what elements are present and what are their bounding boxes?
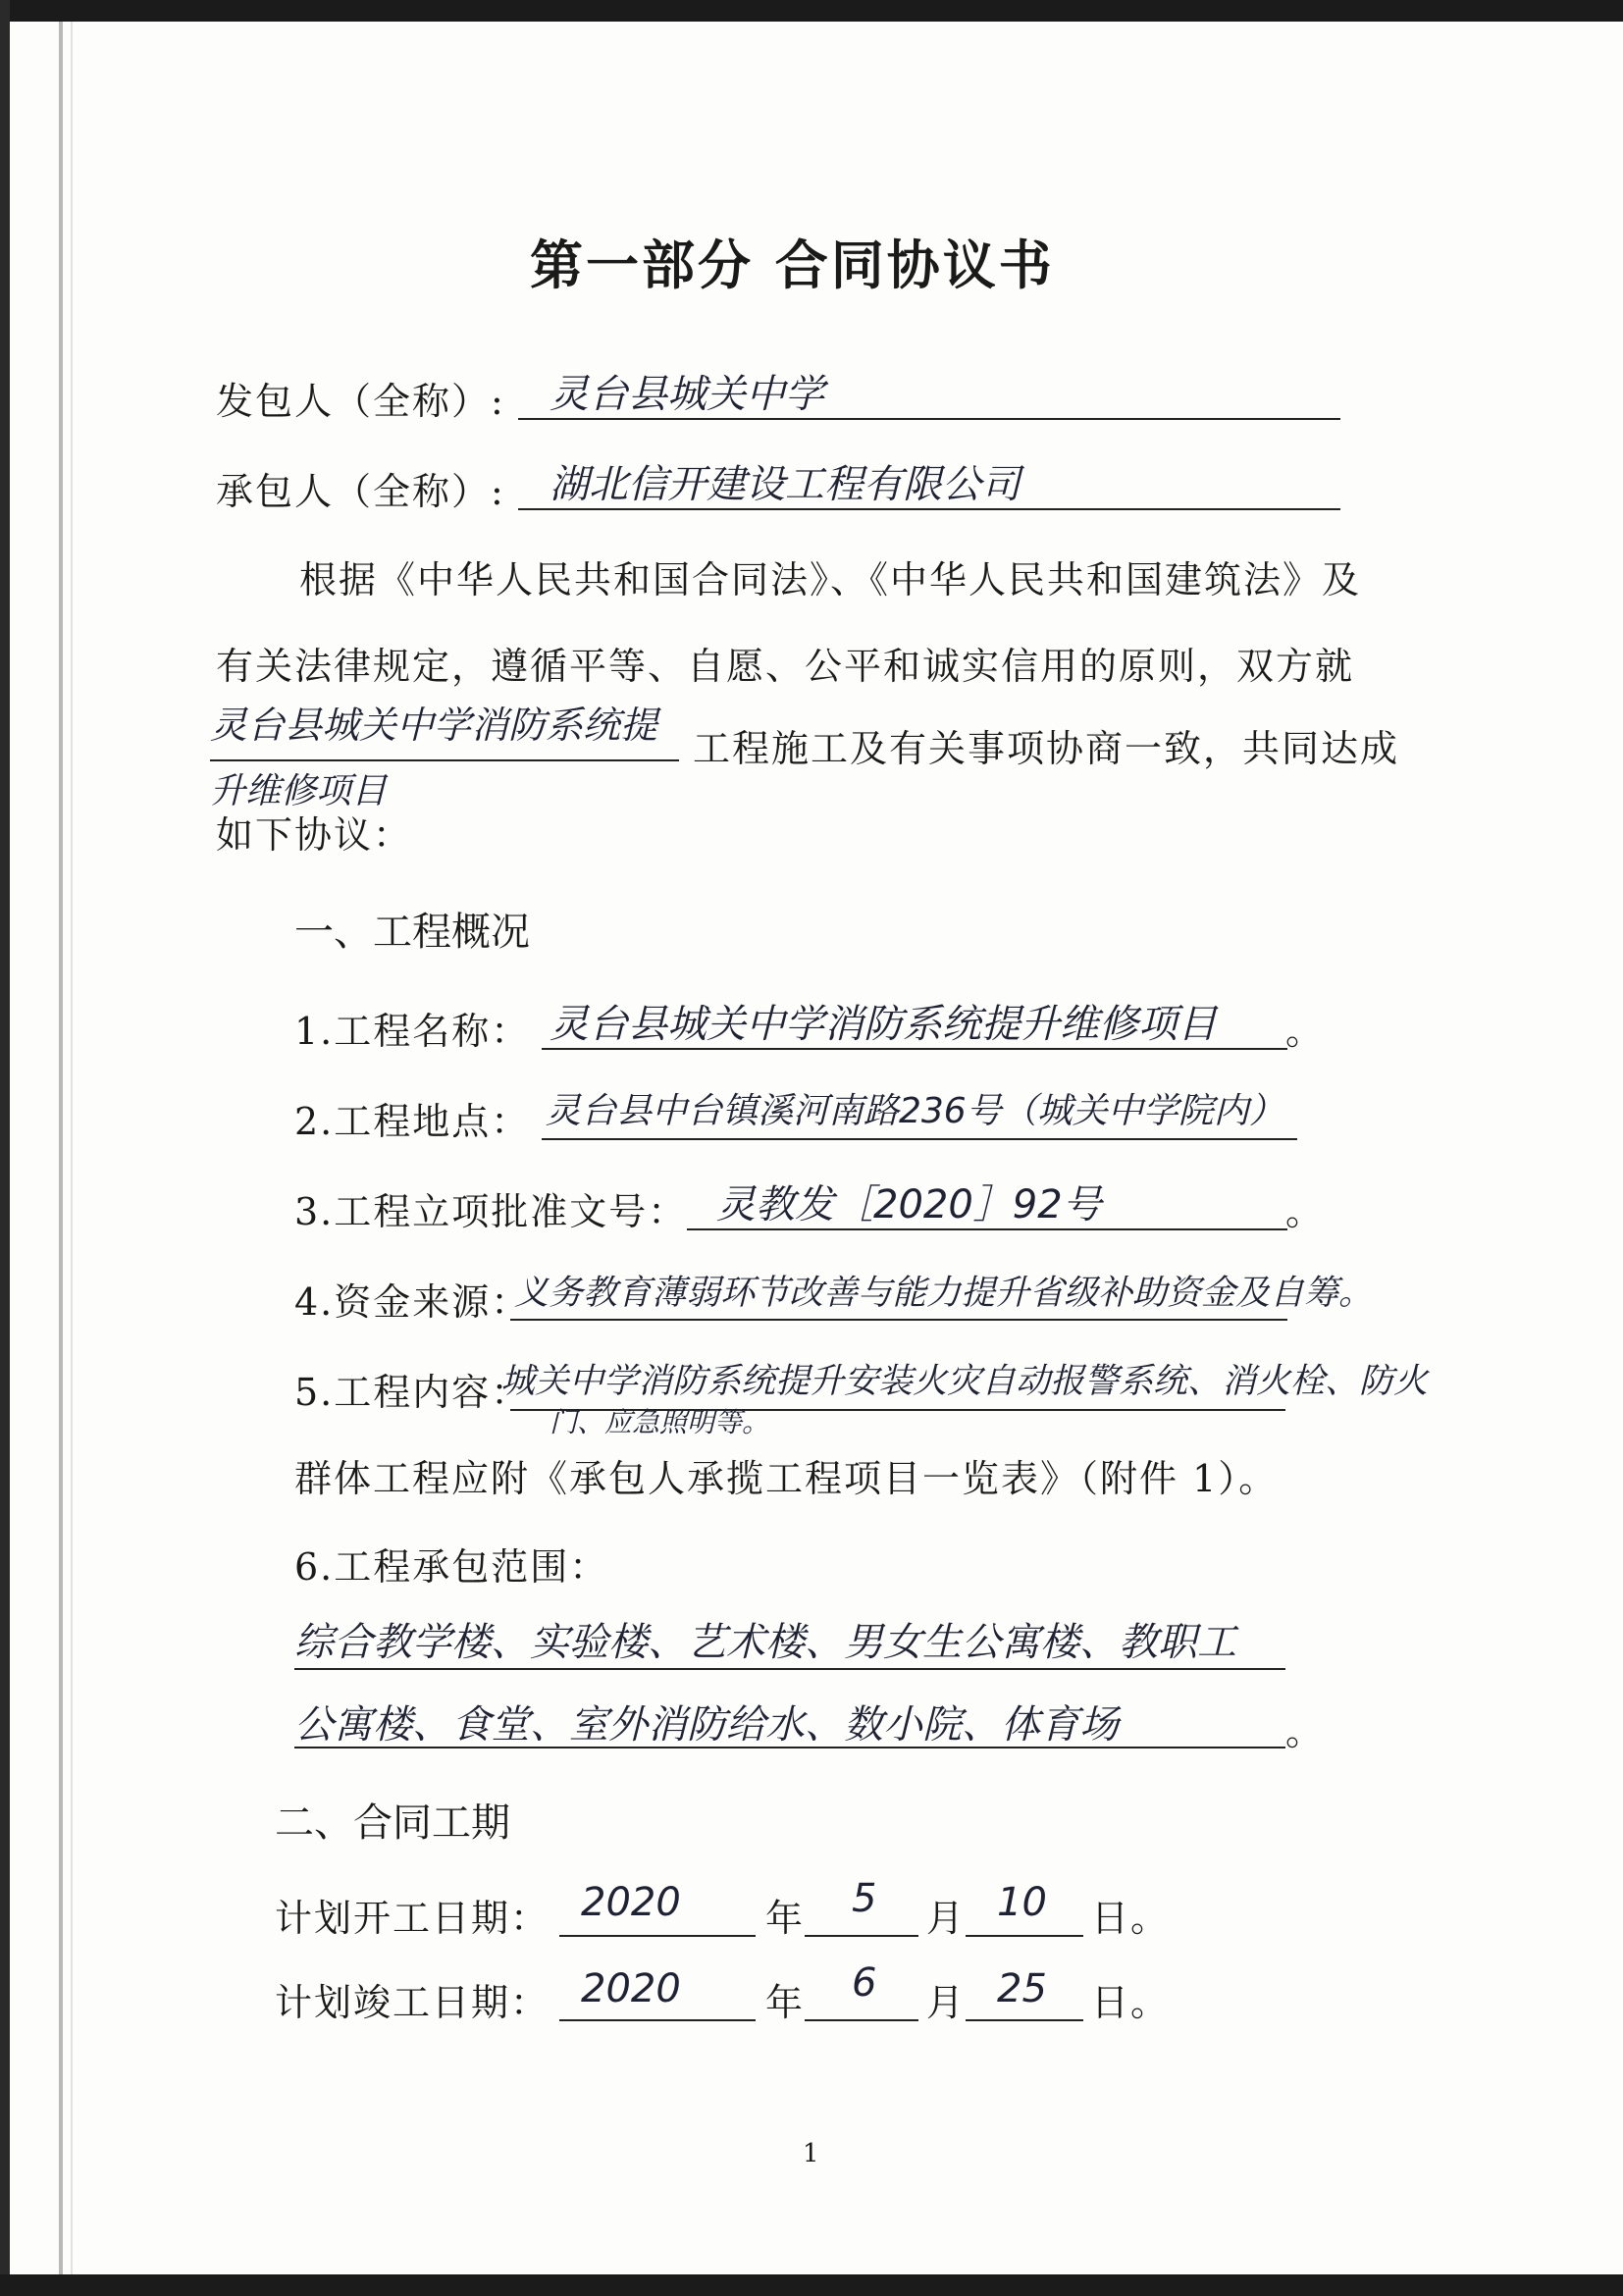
item-3-end: 。 — [1285, 1190, 1326, 1233]
preamble-line-4: 如下协议： — [216, 813, 413, 857]
item-2-underline — [542, 1138, 1297, 1140]
binding-shadow — [59, 22, 63, 2274]
section-heading-duration: 二、合同工期 — [275, 1800, 510, 1846]
item-2-label: 2.工程地点： — [294, 1100, 531, 1143]
start-day-underline — [966, 1935, 1083, 1937]
start-month-char: 月 — [926, 1897, 967, 1940]
item-3-value: 灵教发［2020］92号 — [716, 1182, 1102, 1227]
item-6-underline-2 — [294, 1747, 1285, 1748]
project-name-handwritten-2: 升维修项目 — [210, 771, 388, 811]
start-day-char: 日。 — [1091, 1897, 1171, 1940]
start-date-label: 计划开工日期： — [275, 1897, 550, 1940]
page-number: 1 — [803, 2139, 819, 2168]
finish-day-char: 日。 — [1091, 1981, 1171, 2024]
start-month-value: 5 — [852, 1876, 877, 1921]
finish-year-char: 年 — [765, 1981, 806, 2024]
scan-border-left — [0, 0, 10, 2296]
item-1-value: 灵台县城关中学消防系统提升维修项目 — [550, 1002, 1217, 1047]
preamble-line-2: 有关法律规定，遵循平等、自愿、公平和诚实信用的原则，双方就 — [216, 645, 1355, 688]
item-3-label: 3.工程立项批准文号： — [294, 1190, 688, 1233]
finish-month-char: 月 — [926, 1981, 967, 2024]
page-title: 第一部分 合同协议书 — [530, 234, 1055, 296]
scan-border-bottom — [0, 2274, 1623, 2296]
start-day-value: 10 — [997, 1880, 1047, 1925]
item-1-end: 。 — [1285, 1010, 1326, 1053]
item-6-label: 6.工程承包范围： — [294, 1545, 609, 1589]
item-6-underline-1 — [294, 1668, 1285, 1670]
finish-day-underline — [966, 2019, 1083, 2021]
item-6-end: 。 — [1285, 1710, 1326, 1753]
item-6-value-line-2: 公寓楼、食堂、室外消防给水、数小院、体育场 — [294, 1702, 1119, 1748]
section-heading-overview: 一、工程概况 — [294, 910, 530, 955]
employer-value: 灵台县城关中学 — [550, 372, 824, 417]
binding-shadow-light — [71, 22, 73, 2274]
start-month-underline — [805, 1935, 918, 1937]
contractor-value: 湖北信开建设工程有限公司 — [550, 462, 1021, 507]
start-year-char: 年 — [765, 1897, 806, 1940]
item-4-label: 4.资金来源： — [294, 1280, 531, 1324]
item-6-value-line-1: 综合教学楼、实验楼、艺术楼、男女生公寓楼、教职工 — [294, 1620, 1236, 1665]
project-name-handwritten-1: 灵台县城关中学消防系统提 — [210, 704, 658, 747]
contractor-label: 承包人（全称）: — [216, 470, 505, 513]
preamble-line-3-tail: 工程施工及有关事项协商一致，共同达成 — [693, 727, 1400, 770]
project-name-underline — [210, 759, 679, 761]
item-5-value-line-1: 城关中学消防系统提升安装火灾自动报警系统、消火栓、防火 — [500, 1362, 1429, 1401]
finish-date-label: 计划竣工日期： — [275, 1981, 550, 2024]
item-5-value-line-2: 门、应急照明等。 — [550, 1406, 770, 1438]
preamble-line-1: 根据《中华人民共和国合同法》、《中华人民共和国建筑法》及 — [299, 558, 1362, 601]
finish-year-value: 2020 — [581, 1966, 681, 2011]
finish-day-value: 25 — [997, 1966, 1047, 2011]
item-4-value: 义务教育薄弱环节改善与能力提升省级补助资金及自筹。 — [514, 1274, 1374, 1313]
item-5-note: 群体工程应附《承包人承揽工程项目一览表》（附件 1）。 — [294, 1457, 1279, 1500]
start-year-underline — [559, 1935, 756, 1937]
finish-month-value: 6 — [852, 1960, 877, 2006]
item-5-label: 5.工程内容： — [294, 1371, 531, 1414]
employer-label: 发包人（全称）: — [216, 380, 505, 423]
item-1-label: 1.工程名称： — [294, 1010, 531, 1053]
start-year-value: 2020 — [581, 1880, 681, 1925]
item-4-underline — [510, 1319, 1287, 1321]
finish-year-underline — [559, 2019, 756, 2021]
finish-month-underline — [805, 2019, 918, 2021]
scan-border-top — [0, 0, 1623, 22]
item-2-value: 灵台县中台镇溪河南路236号（城关中学院内） — [546, 1091, 1284, 1131]
